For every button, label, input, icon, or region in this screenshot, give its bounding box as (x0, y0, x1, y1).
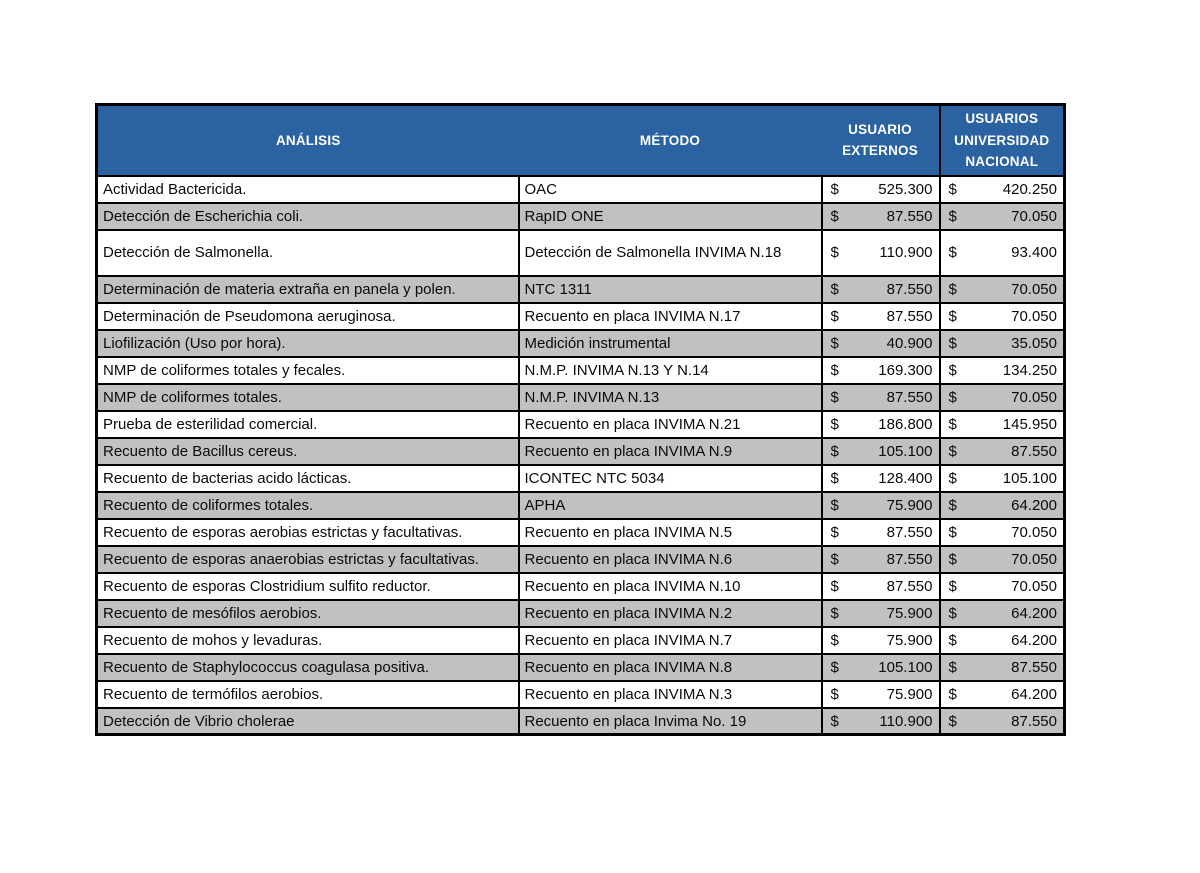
price-amount: 35.050 (1011, 334, 1057, 352)
price-amount: 70.050 (1011, 550, 1057, 568)
currency-symbol: $ (830, 631, 839, 649)
price-amount: 105.100 (1002, 469, 1057, 487)
currency-symbol: $ (948, 469, 957, 487)
national-university-users-price-cell (940, 176, 1065, 203)
external-users-price-cell (822, 303, 940, 330)
column-header-usuarios-universidad-nacional: USUARIOS UNIVERSIDAD NACIONAL (940, 105, 1065, 176)
method-cell: NTC 1311 (519, 276, 822, 303)
method-cell: Recuento en placa INVIMA N.10 (519, 573, 822, 600)
table-header (97, 105, 1065, 176)
price-amount: 87.550 (886, 388, 933, 406)
price-table (95, 103, 1066, 736)
analysis-cell: Prueba de esterilidad comercial. (97, 411, 519, 438)
external-users-price-cell (822, 438, 940, 465)
method-cell: Recuento en placa INVIMA N.7 (519, 627, 822, 654)
method-cell: Medición instrumental (519, 330, 822, 357)
analysis-cell: NMP de coliformes totales. (97, 384, 519, 411)
external-users-price-cell (822, 276, 940, 303)
table-row (97, 203, 1065, 230)
method-cell: Recuento en placa INVIMA N.9 (519, 438, 822, 465)
external-users-price-cell (822, 230, 940, 276)
price-amount: 75.900 (886, 496, 933, 514)
analysis-cell: Determinación de Pseudomona aeruginosa. (97, 303, 519, 330)
price-amount: 70.050 (1011, 388, 1057, 406)
table-row (97, 384, 1065, 411)
currency-symbol: $ (948, 280, 957, 298)
price-amount: 87.550 (886, 280, 933, 298)
external-users-price-cell (822, 600, 940, 627)
price-amount: 169.300 (878, 361, 933, 379)
column-header-usuario-externos: USUARIO EXTERNOS (822, 105, 940, 176)
method-cell: RapID ONE (519, 203, 822, 230)
price-amount: 145.950 (1002, 415, 1057, 433)
price-amount: 110.900 (879, 712, 933, 730)
price-amount: 87.550 (886, 550, 933, 568)
national-university-users-price-cell (940, 384, 1065, 411)
analysis-cell: Recuento de coliformes totales. (97, 492, 519, 519)
analysis-cell: Detección de Escherichia coli. (97, 203, 519, 230)
table-row (97, 357, 1065, 384)
analysis-cell: Detección de Vibrio cholerae (97, 708, 519, 735)
analysis-cell: Recuento de esporas anaerobias estrictas y facultativas. (97, 546, 519, 573)
external-users-price-cell (822, 384, 940, 411)
currency-symbol: $ (948, 207, 957, 225)
currency-symbol: $ (830, 244, 839, 262)
national-university-users-price-cell (940, 230, 1065, 276)
column-header-analisis: ANÁLISIS (97, 105, 519, 176)
national-university-users-price-cell (940, 627, 1065, 654)
table-row (97, 176, 1065, 203)
currency-symbol: $ (830, 658, 839, 676)
national-university-users-price-cell (940, 411, 1065, 438)
table-row (97, 411, 1065, 438)
price-amount: 87.550 (886, 577, 933, 595)
external-users-price-cell (822, 573, 940, 600)
currency-symbol: $ (948, 712, 957, 730)
national-university-users-price-cell (940, 492, 1065, 519)
method-cell: ICONTEC NTC 5034 (519, 465, 822, 492)
currency-symbol: $ (830, 388, 839, 406)
price-amount: 87.550 (886, 207, 933, 225)
currency-symbol: $ (948, 550, 957, 568)
price-amount: 75.900 (886, 604, 933, 622)
national-university-users-price-cell (940, 357, 1065, 384)
method-cell: Recuento en placa Invima No. 19 (519, 708, 822, 735)
table-row (97, 492, 1065, 519)
currency-symbol: $ (830, 496, 839, 514)
currency-symbol: $ (830, 685, 839, 703)
table-row (97, 519, 1065, 546)
currency-symbol: $ (948, 180, 957, 198)
analysis-cell: Recuento de esporas aerobias estrictas y facultativas. (97, 519, 519, 546)
currency-symbol: $ (948, 442, 957, 460)
price-amount: 70.050 (1011, 523, 1057, 541)
column-header-metodo: MÉTODO (519, 105, 822, 176)
price-amount: 87.550 (1011, 442, 1057, 460)
price-amount: 70.050 (1011, 307, 1057, 325)
external-users-price-cell (822, 330, 940, 357)
method-cell: Recuento en placa INVIMA N.2 (519, 600, 822, 627)
external-users-price-cell (822, 465, 940, 492)
table-row (97, 465, 1065, 492)
price-amount: 64.200 (1011, 685, 1057, 703)
table-row (97, 546, 1065, 573)
table-row (97, 573, 1065, 600)
currency-symbol: $ (948, 307, 957, 325)
price-amount: 64.200 (1011, 631, 1057, 649)
national-university-users-price-cell (940, 519, 1065, 546)
analysis-cell: Detección de Salmonella. (97, 230, 519, 276)
external-users-price-cell (822, 176, 940, 203)
analysis-cell: Recuento de Bacillus cereus. (97, 438, 519, 465)
national-university-users-price-cell (940, 303, 1065, 330)
method-cell: N.M.P. INVIMA N.13 (519, 384, 822, 411)
table-row (97, 230, 1065, 276)
analysis-cell: Recuento de esporas Clostridium sulfito reductor. (97, 573, 519, 600)
currency-symbol: $ (948, 415, 957, 433)
currency-symbol: $ (948, 631, 957, 649)
price-amount: 128.400 (878, 469, 933, 487)
price-amount: 420.250 (1002, 180, 1057, 198)
national-university-users-price-cell (940, 708, 1065, 735)
external-users-price-cell (822, 203, 940, 230)
price-amount: 70.050 (1011, 207, 1057, 225)
analysis-cell: Determinación de materia extraña en panela y polen. (97, 276, 519, 303)
external-users-price-cell (822, 357, 940, 384)
currency-symbol: $ (830, 469, 839, 487)
currency-symbol: $ (830, 523, 839, 541)
table-row (97, 708, 1065, 735)
currency-symbol: $ (830, 207, 839, 225)
national-university-users-price-cell (940, 438, 1065, 465)
external-users-price-cell (822, 492, 940, 519)
method-cell: Recuento en placa INVIMA N.17 (519, 303, 822, 330)
price-list-sheet (95, 103, 1066, 736)
currency-symbol: $ (830, 604, 839, 622)
table-row (97, 276, 1065, 303)
method-cell: Detección de Salmonella INVIMA N.18 (519, 230, 822, 276)
analysis-cell: Actividad Bactericida. (97, 176, 519, 203)
currency-symbol: $ (948, 658, 957, 676)
price-amount: 93.400 (1011, 244, 1057, 262)
table-row (97, 438, 1065, 465)
analysis-cell: NMP de coliformes totales y fecales. (97, 357, 519, 384)
price-amount: 87.550 (1011, 658, 1057, 676)
analysis-cell: Liofilización (Uso por hora). (97, 330, 519, 357)
price-amount: 134.250 (1002, 361, 1057, 379)
table-row (97, 681, 1065, 708)
price-amount: 70.050 (1011, 280, 1057, 298)
table-body (97, 176, 1065, 735)
price-amount: 64.200 (1011, 604, 1057, 622)
method-cell: APHA (519, 492, 822, 519)
national-university-users-price-cell (940, 654, 1065, 681)
price-amount: 40.900 (886, 334, 933, 352)
external-users-price-cell (822, 411, 940, 438)
price-amount: 110.900 (879, 244, 933, 262)
currency-symbol: $ (830, 280, 839, 298)
currency-symbol: $ (948, 496, 957, 514)
currency-symbol: $ (830, 415, 839, 433)
method-cell: Recuento en placa INVIMA N.21 (519, 411, 822, 438)
national-university-users-price-cell (940, 573, 1065, 600)
national-university-users-price-cell (940, 681, 1065, 708)
table-row (97, 627, 1065, 654)
currency-symbol: $ (830, 577, 839, 595)
method-cell: OAC (519, 176, 822, 203)
analysis-cell: Recuento de Staphylococcus coagulasa positiva. (97, 654, 519, 681)
currency-symbol: $ (830, 550, 839, 568)
external-users-price-cell (822, 519, 940, 546)
price-amount: 186.800 (878, 415, 933, 433)
external-users-price-cell (822, 708, 940, 735)
header-row (97, 105, 1065, 176)
method-cell: Recuento en placa INVIMA N.5 (519, 519, 822, 546)
currency-symbol: $ (830, 334, 839, 352)
analysis-cell: Recuento de termófilos aerobios. (97, 681, 519, 708)
table-row (97, 330, 1065, 357)
price-amount: 87.550 (886, 307, 933, 325)
price-amount: 105.100 (878, 658, 933, 676)
method-cell: Recuento en placa INVIMA N.3 (519, 681, 822, 708)
currency-symbol: $ (948, 334, 957, 352)
currency-symbol: $ (948, 388, 957, 406)
method-cell: Recuento en placa INVIMA N.6 (519, 546, 822, 573)
currency-symbol: $ (948, 361, 957, 379)
external-users-price-cell (822, 627, 940, 654)
national-university-users-price-cell (940, 276, 1065, 303)
currency-symbol: $ (948, 577, 957, 595)
currency-symbol: $ (948, 685, 957, 703)
currency-symbol: $ (830, 307, 839, 325)
table-row (97, 600, 1065, 627)
analysis-cell: Recuento de mesófilos aerobios. (97, 600, 519, 627)
external-users-price-cell (822, 681, 940, 708)
price-amount: 87.550 (1011, 712, 1057, 730)
currency-symbol: $ (948, 523, 957, 541)
currency-symbol: $ (830, 361, 839, 379)
national-university-users-price-cell (940, 546, 1065, 573)
price-amount: 70.050 (1011, 577, 1057, 595)
price-amount: 105.100 (878, 442, 933, 460)
method-cell: Recuento en placa INVIMA N.8 (519, 654, 822, 681)
price-amount: 64.200 (1011, 496, 1057, 514)
price-amount: 87.550 (886, 523, 933, 541)
currency-symbol: $ (948, 604, 957, 622)
external-users-price-cell (822, 654, 940, 681)
external-users-price-cell (822, 546, 940, 573)
national-university-users-price-cell (940, 330, 1065, 357)
price-amount: 75.900 (886, 631, 933, 649)
national-university-users-price-cell (940, 203, 1065, 230)
national-university-users-price-cell (940, 465, 1065, 492)
currency-symbol: $ (830, 180, 839, 198)
national-university-users-price-cell (940, 600, 1065, 627)
price-amount: 525.300 (878, 180, 933, 198)
price-amount: 75.900 (886, 685, 933, 703)
table-row (97, 303, 1065, 330)
currency-symbol: $ (948, 244, 957, 262)
analysis-cell: Recuento de bacterias acido lácticas. (97, 465, 519, 492)
currency-symbol: $ (830, 442, 839, 460)
analysis-cell: Recuento de mohos y levaduras. (97, 627, 519, 654)
currency-symbol: $ (830, 712, 839, 730)
method-cell: N.M.P. INVIMA N.13 Y N.14 (519, 357, 822, 384)
table-row (97, 654, 1065, 681)
